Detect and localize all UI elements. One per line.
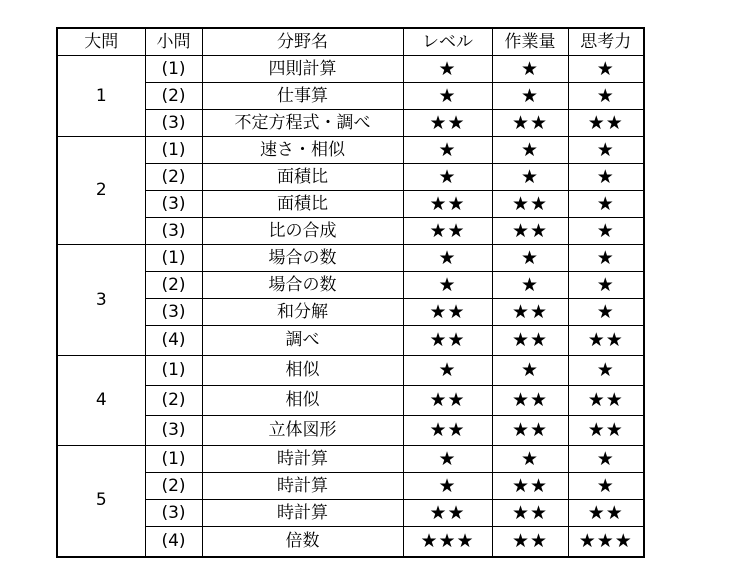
field-name-cell: 立体図形 (202, 416, 403, 446)
table-row (57, 137, 644, 164)
thinking-stars: ★ (568, 446, 644, 473)
field-name-cell: 速さ・相似 (202, 137, 403, 164)
field-name-cell: 場合の数 (202, 272, 403, 299)
thinking-stars: ★ (568, 356, 644, 386)
sub-question-number: (3) (145, 416, 202, 446)
thinking-stars: ★★★ (568, 527, 644, 557)
thinking-stars: ★★ (568, 500, 644, 527)
header-big-question: 大問 (57, 28, 145, 56)
sub-question-number: (1) (145, 56, 202, 83)
thinking-stars: ★ (568, 191, 644, 218)
table-row (57, 500, 644, 527)
field-name-cell: 面積比 (202, 191, 403, 218)
big-question-number: 5 (57, 446, 145, 557)
workload-stars: ★ (492, 83, 568, 110)
level-stars: ★ (403, 83, 492, 110)
table-row (57, 56, 644, 83)
level-stars: ★ (403, 356, 492, 386)
field-name-cell: 仕事算 (202, 83, 403, 110)
big-question-number: 1 (57, 56, 145, 137)
level-stars: ★★ (403, 110, 492, 137)
field-name-cell: 比の合成 (202, 218, 403, 245)
field-name-cell: 不定方程式・調べ (202, 110, 403, 137)
workload-stars: ★★ (492, 386, 568, 416)
header-row (57, 28, 644, 56)
table-row (57, 356, 644, 386)
thinking-stars: ★ (568, 137, 644, 164)
table-row (57, 191, 644, 218)
level-stars: ★ (403, 245, 492, 272)
sub-question-number: (1) (145, 446, 202, 473)
table-row (57, 164, 644, 191)
thinking-stars: ★ (568, 218, 644, 245)
workload-stars: ★ (492, 164, 568, 191)
table-body (57, 56, 644, 557)
header-workload: 作業量 (492, 28, 568, 56)
workload-stars: ★ (492, 56, 568, 83)
sub-question-number: (2) (145, 473, 202, 500)
level-stars: ★ (403, 137, 492, 164)
field-name-cell: 調べ (202, 326, 403, 356)
header-sub-question: 小問 (145, 28, 202, 56)
sub-question-number: (2) (145, 164, 202, 191)
sub-question-number: (2) (145, 386, 202, 416)
big-question-number: 4 (57, 356, 145, 446)
sub-question-number: (2) (145, 272, 202, 299)
field-name-cell: 和分解 (202, 299, 403, 326)
table-row (57, 386, 644, 416)
sub-question-number: (3) (145, 500, 202, 527)
workload-stars: ★ (492, 446, 568, 473)
level-stars: ★ (403, 164, 492, 191)
table-row (57, 218, 644, 245)
level-stars: ★★ (403, 500, 492, 527)
table-row (57, 473, 644, 500)
table-row (57, 326, 644, 356)
thinking-stars: ★ (568, 83, 644, 110)
level-stars: ★★ (403, 386, 492, 416)
workload-stars: ★★ (492, 473, 568, 500)
table-row (57, 83, 644, 110)
sub-question-number: (3) (145, 218, 202, 245)
thinking-stars: ★ (568, 272, 644, 299)
sub-question-number: (1) (145, 137, 202, 164)
sub-question-number: (2) (145, 83, 202, 110)
thinking-stars: ★★ (568, 110, 644, 137)
thinking-stars: ★ (568, 164, 644, 191)
sub-question-number: (4) (145, 326, 202, 356)
workload-stars: ★ (492, 245, 568, 272)
workload-stars: ★★ (492, 191, 568, 218)
level-stars: ★★ (403, 299, 492, 326)
table-row (57, 299, 644, 326)
difficulty-table (56, 27, 645, 558)
thinking-stars: ★★ (568, 386, 644, 416)
level-stars: ★ (403, 272, 492, 299)
level-stars: ★ (403, 446, 492, 473)
thinking-stars: ★★ (568, 416, 644, 446)
header-level: レベル (403, 28, 492, 56)
header-thinking: 思考力 (568, 28, 644, 56)
sub-question-number: (3) (145, 299, 202, 326)
level-stars: ★★ (403, 218, 492, 245)
field-name-cell: 倍数 (202, 527, 403, 557)
field-name-cell: 面積比 (202, 164, 403, 191)
thinking-stars: ★ (568, 245, 644, 272)
sub-question-number: (3) (145, 191, 202, 218)
level-stars: ★ (403, 56, 492, 83)
field-name-cell: 時計算 (202, 446, 403, 473)
sub-question-number: (4) (145, 527, 202, 557)
workload-stars: ★★ (492, 110, 568, 137)
field-name-cell: 四則計算 (202, 56, 403, 83)
sub-question-number: (1) (145, 245, 202, 272)
workload-stars: ★★ (492, 326, 568, 356)
table-row (57, 110, 644, 137)
table-row (57, 416, 644, 446)
header-field-name: 分野名 (202, 28, 403, 56)
table-row (57, 272, 644, 299)
level-stars: ★★ (403, 416, 492, 446)
thinking-stars: ★ (568, 56, 644, 83)
workload-stars: ★★ (492, 299, 568, 326)
table-row (57, 446, 644, 473)
field-name-cell: 相似 (202, 386, 403, 416)
workload-stars: ★ (492, 272, 568, 299)
workload-stars: ★★ (492, 527, 568, 557)
thinking-stars: ★ (568, 473, 644, 500)
workload-stars: ★★ (492, 218, 568, 245)
field-name-cell: 相似 (202, 356, 403, 386)
big-question-number: 2 (57, 137, 145, 245)
workload-stars: ★★ (492, 416, 568, 446)
level-stars: ★★ (403, 191, 492, 218)
sub-question-number: (1) (145, 356, 202, 386)
field-name-cell: 場合の数 (202, 245, 403, 272)
workload-stars: ★ (492, 137, 568, 164)
sub-question-number: (3) (145, 110, 202, 137)
big-question-number: 3 (57, 245, 145, 356)
field-name-cell: 時計算 (202, 500, 403, 527)
level-stars: ★ (403, 473, 492, 500)
table-row (57, 245, 644, 272)
table-row (57, 527, 644, 557)
workload-stars: ★ (492, 356, 568, 386)
thinking-stars: ★ (568, 299, 644, 326)
field-name-cell: 時計算 (202, 473, 403, 500)
level-stars: ★★★ (403, 527, 492, 557)
workload-stars: ★★ (492, 500, 568, 527)
level-stars: ★★ (403, 326, 492, 356)
thinking-stars: ★★ (568, 326, 644, 356)
